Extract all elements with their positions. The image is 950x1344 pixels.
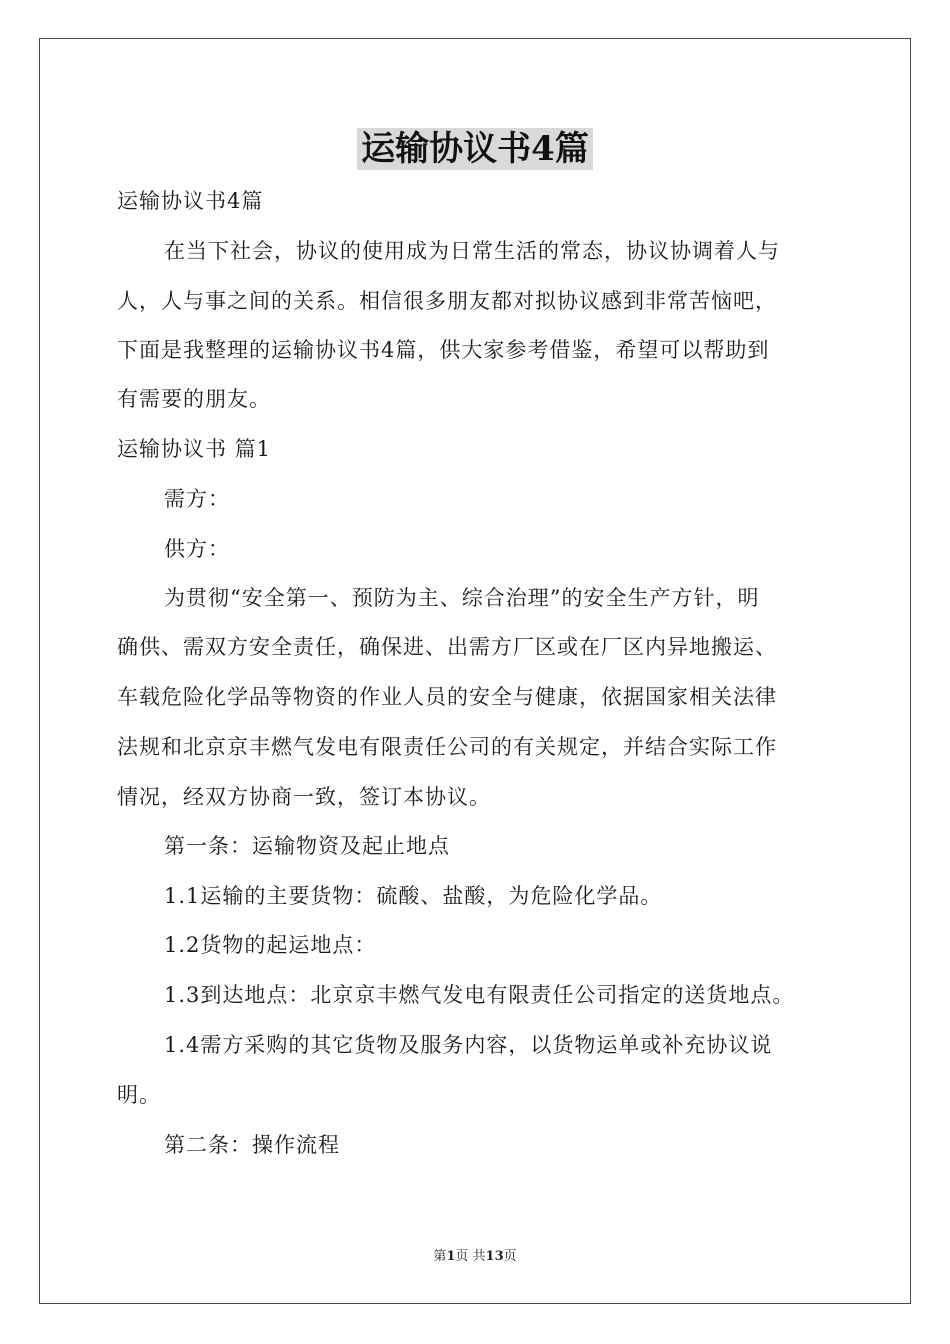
document-title bbox=[0, 128, 950, 170]
clause-heading: 第二条：操作流程 bbox=[164, 1133, 340, 1157]
paragraph-line: 在当下社会，协议的使用成为日常生活的常态，协议协调着人与 bbox=[164, 239, 780, 263]
footer-prefix: 第 bbox=[433, 1249, 447, 1264]
paragraph-line: 为贯彻“安全第一、预防为主、综合治理”的安全生产方针，明 bbox=[164, 586, 760, 610]
paragraph-line: 车载危险化学品等物资的作业人员的安全与健康，依据国家相关法律 bbox=[117, 685, 777, 709]
paragraph-line: 需方： bbox=[164, 487, 230, 511]
footer-suffix: 页 bbox=[503, 1249, 517, 1264]
paragraph-line: 供方： bbox=[164, 537, 230, 561]
page-footer bbox=[0, 1248, 950, 1266]
paragraph-line: 人，人与事之间的关系。相信很多朋友都对拟协议感到非常苦恼吧， bbox=[117, 289, 777, 313]
paragraph-line: 有需要的朋友。 bbox=[117, 387, 271, 411]
paragraph-line: 法规和北京京丰燃气发电有限责任公司的有关规定，并结合实际工作 bbox=[117, 735, 777, 759]
footer-total-pages: 13 bbox=[485, 1249, 504, 1264]
footer-page-number: 1 bbox=[446, 1249, 456, 1264]
subtitle-line: 运输协议书4篇 bbox=[117, 189, 264, 213]
paragraph-line: 1.2货物的起运地点： bbox=[164, 933, 377, 957]
paragraph-line: 1.4需方采购的其它货物及服务内容，以货物运单或补充协议说 bbox=[164, 1033, 773, 1057]
title-text: 运输协议书4篇 bbox=[357, 128, 593, 170]
section-heading: 运输协议书 篇1 bbox=[117, 437, 272, 461]
paragraph-line: 明。 bbox=[117, 1083, 161, 1107]
footer-mid: 页 共 bbox=[455, 1249, 486, 1264]
page-border bbox=[39, 38, 911, 1304]
paragraph-line: 确供、需双方安全责任，确保进、出需方厂区或在厂区内异地搬运、 bbox=[117, 635, 777, 659]
clause-heading: 第一条：运输物资及起止地点 bbox=[164, 834, 450, 858]
paragraph-line: 下面是我整理的运输协议书4篇，供大家参考借鉴，希望可以帮助到 bbox=[117, 338, 770, 362]
paragraph-line: 1.1运输的主要货物：硫酸、盐酸，为危险化学品。 bbox=[164, 884, 663, 908]
paragraph-line: 情况，经双方协商一致，签订本协议。 bbox=[117, 785, 491, 809]
paragraph-line: 1.3到达地点：北京京丰燃气发电有限责任公司指定的送货地点。 bbox=[164, 983, 795, 1007]
